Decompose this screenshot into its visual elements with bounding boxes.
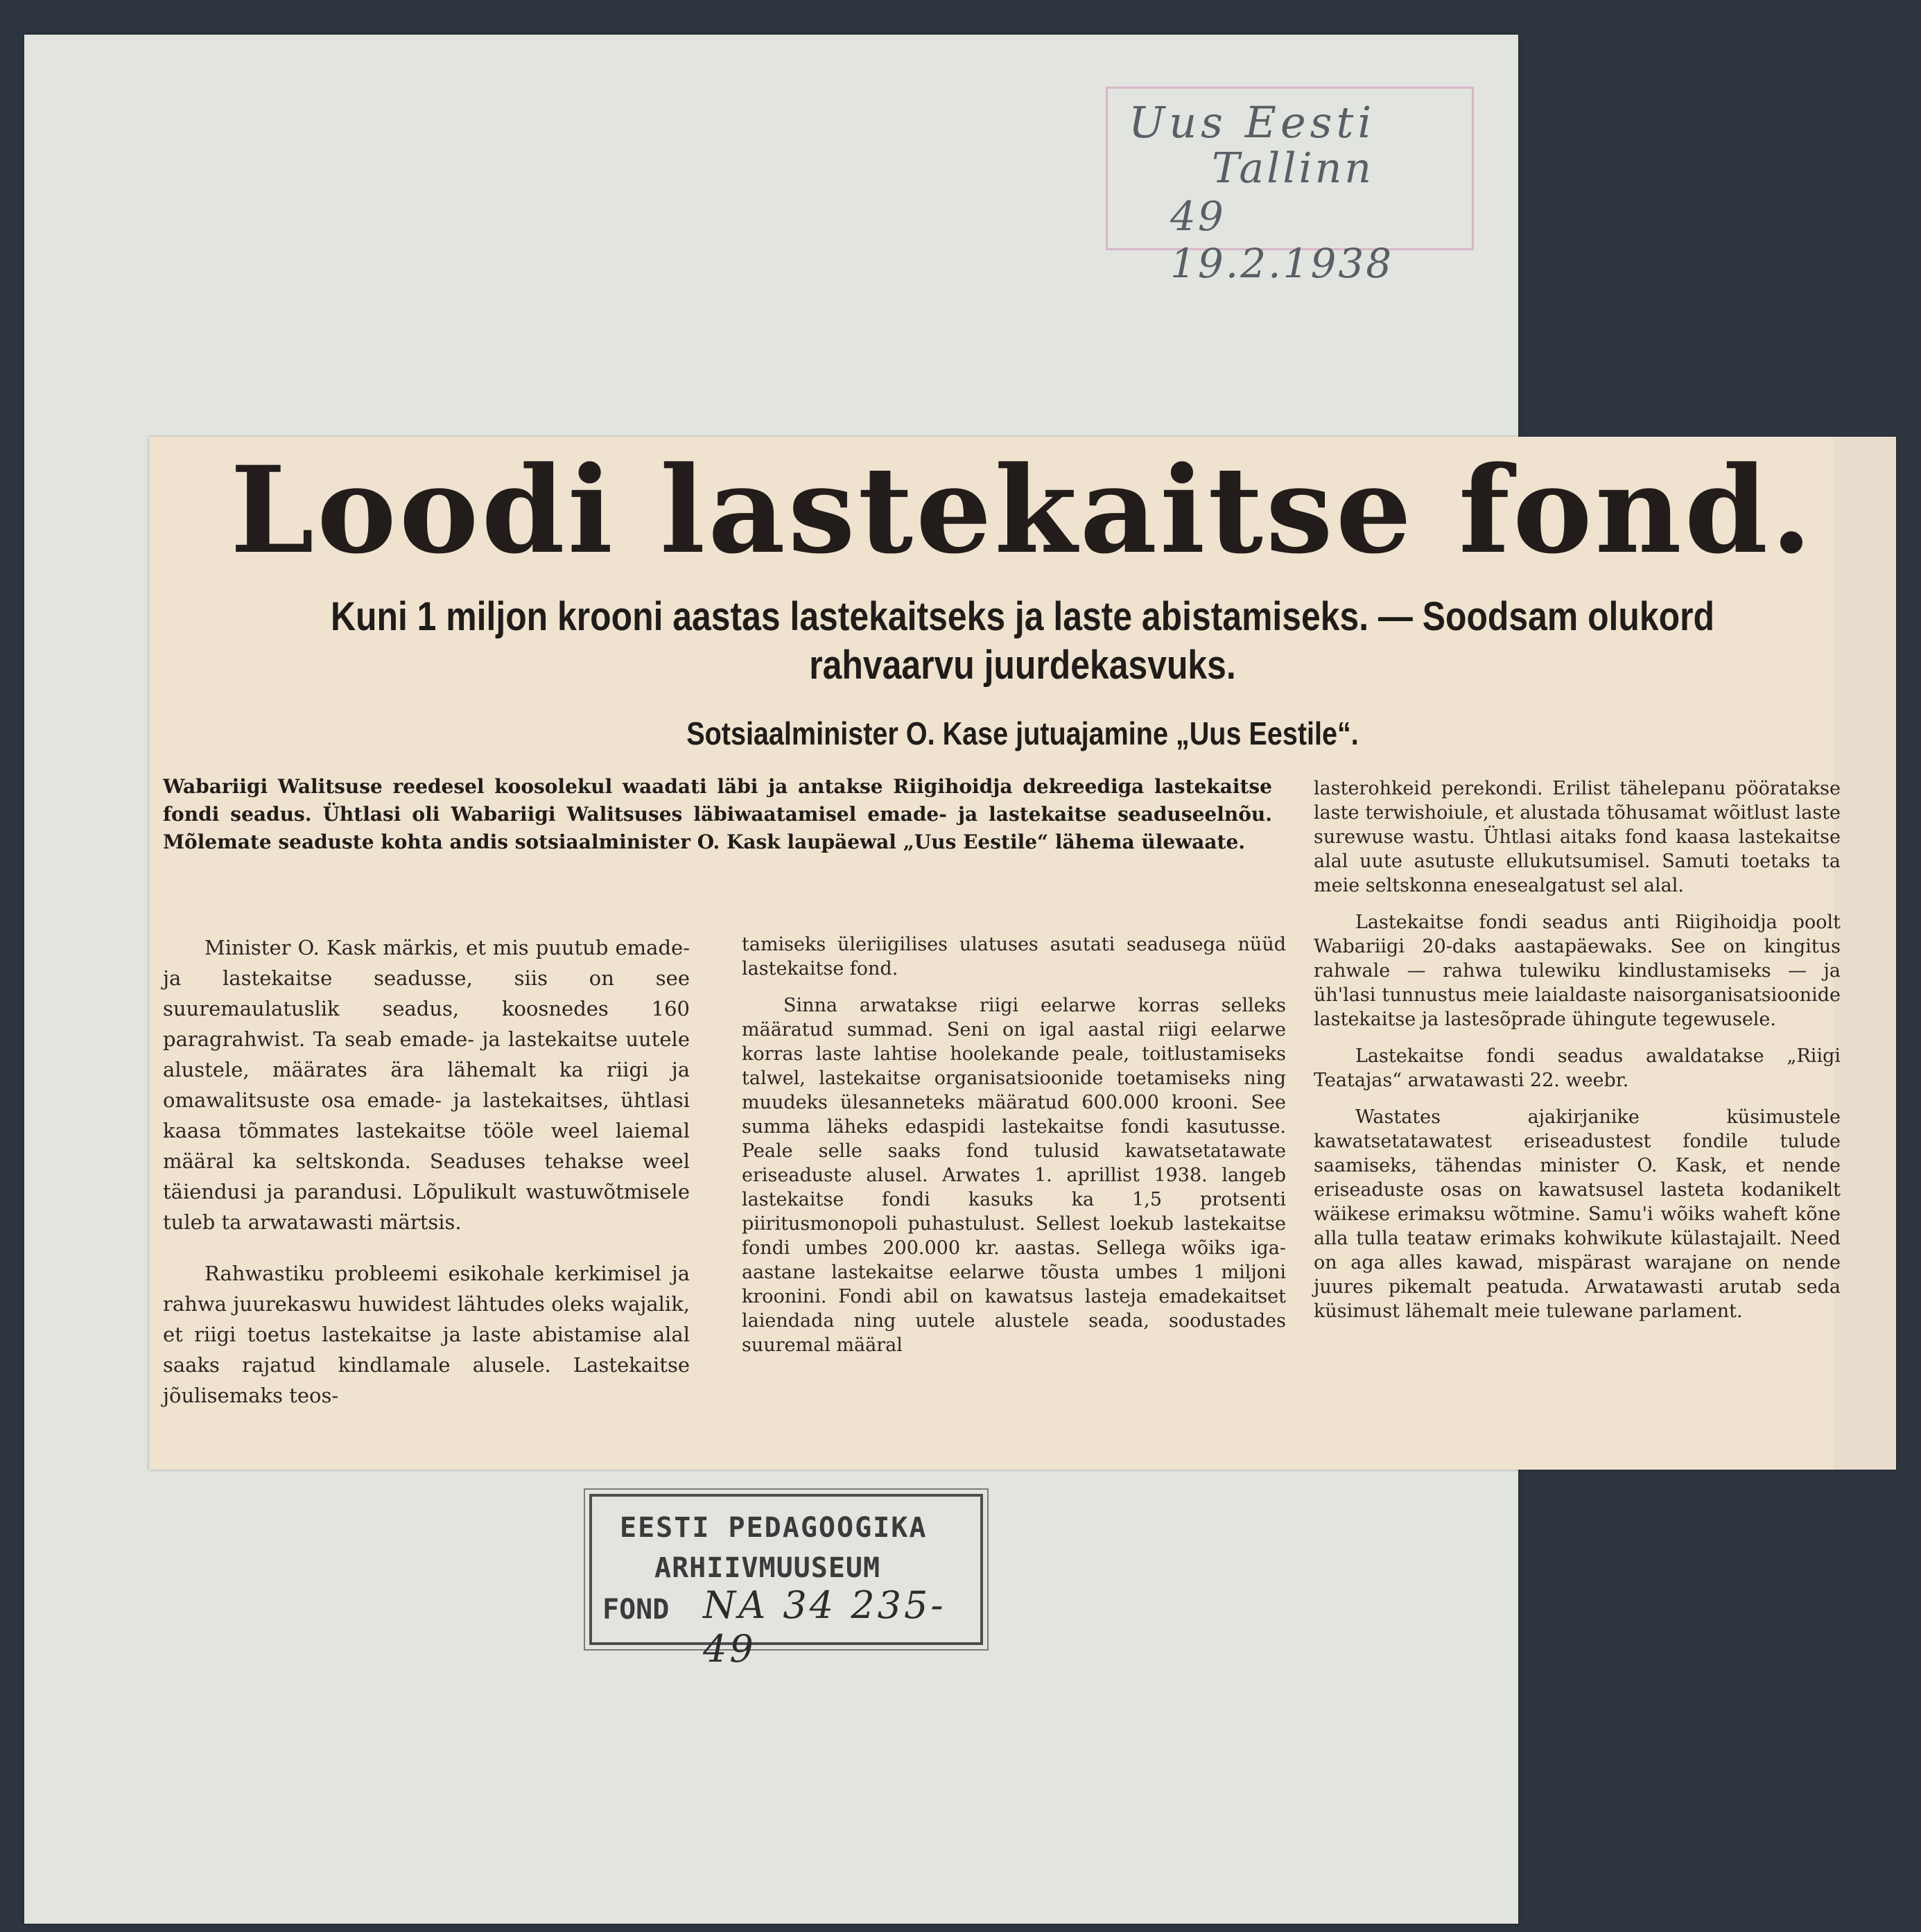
column-1-paragraph: Minister O. Kask märkis, et mis puutub emade- ja lastekaitse seadusse, siis on see suuremaulatuslik seadus, koosnedes 160 paragrahwist. Ta seab emade- ja lastekaitse uutele alustele, määrates ära lähemalt ka riigi ja omawalitsuste osa emade- ja lastekaitses, ühtlasi kaasa tõmmates lastekaitse tööle weel laiemal määral ka seltskonda. Seaduses tehakse weel täiendusi ja parandusi. Lõpulikult wastuwõtmisele tuleb ta arwatawasti märtsis.	[163, 936, 690, 1234]
archive-stamp	[589, 1494, 983, 1671]
handwritten-newspaper-name: Uus Eesti	[1129, 97, 1376, 148]
article-column-3	[1314, 776, 1841, 1336]
article-subheadline-1: Kuni 1 miljon krooni aastas lastekaitseks ja laste abistamiseks. — Soodsam olukord	[331, 594, 1714, 639]
column-3-paragraph: Wastates ajakirjanike küsimustele kawatsetatawatest eriseadustest fondile tulude saamiseks, tähendas minister O. Kask, et nende eriseaduste osas on kawatsusel lasteta kodanikelt wäikese erimaksu wõtmine. Samu'i wõiks waheft kõne alla tulla teataw erimaks kohwikute külastajailt. Need on aga alles kawad, mispärast warajane on nende juures pikemalt peatuda. Arwatawasti arutab seda küsimust lähemalt meie tulewane parlament.	[1314, 1106, 1841, 1322]
clipping-edge	[1834, 437, 1896, 1470]
handwritten-issue-number: 49	[1170, 193, 1226, 240]
column-3-paragraph: Lastekaitse fondi seadus awaldatakse „Riigi Teatajas“ arwatawasti 22. weebr.	[1314, 1045, 1841, 1091]
stamp-fond-label: FOND	[602, 1594, 670, 1626]
handwritten-city: Tallinn	[1212, 144, 1374, 193]
article-column-2	[742, 932, 1286, 1370]
article-byline: Sotsiaalminister O. Kase jutuajamine „Uus Eestile“.	[686, 715, 1359, 751]
article-lead-paragraph: Wabariigi Walitsuse reedesel koosolekul waadati läbi ja antakse Riigihoidja dekreediga lastekaitse fondi seadus. Ühtlasi oli Wabariigi Walitsuses läbiwaatamisel emade- ja lastekaitse seaduseelnõu. Mõlemate seaduste kohta andis sotsiaalminister O. Kask laupäewal „Uus Eestile“ lähema ülewaate.	[163, 775, 1272, 853]
column-2-paragraph: tamiseks üleriigilises ulatuses asutati seadusega nüüd lastekaitse fond.	[742, 934, 1286, 980]
stamp-line-1: EESTI PEDAGOOGIKA	[620, 1512, 928, 1544]
handwritten-source-note	[1106, 87, 1474, 287]
stamp-fond-number: NA 34 235-49	[703, 1583, 946, 1671]
handwritten-issue-line	[1170, 193, 1472, 287]
article-subheadline-2: rahvaarvu juurdekasvuks.	[809, 643, 1236, 688]
column-1-paragraph: Rahwastiku probleemi esikohale kerkimisel ja rahwa juurekaswu huwidest lähtudes oleks wajalik, et riigi toetus lastekaitse ja laste abistamise alal saaks rajatud kindlamale alusele. Lastekaitse jõulisemaks teos-	[163, 1262, 690, 1407]
handwritten-date: 19.2.1938	[1170, 240, 1394, 287]
article-headline: Loodi lastekaitse fond.	[230, 440, 1815, 580]
article-column-1	[163, 932, 690, 1431]
newspaper-clipping	[149, 437, 1896, 1470]
column-3-paragraph: lasterohkeid perekondi. Erilist tähelepanu pööratakse laste terwishoiule, et alustada tõhusamat wõitlust laste surewuse wastu. Ühtlasi aitaks fond kaasa lastekaitse alal uute asutuste ellukutsumisel. Samuti toetaks ta meie seltskonna enesealgatust sel alal.	[1314, 778, 1841, 896]
stamp-line-2: ARHIIVMUUSEUM	[654, 1552, 881, 1584]
column-2-paragraph: Sinna arwatakse riigi eelarwe korras selleks määratud summad. Seni on igal aastal riigi eelarwe korras laste lahtise hoolekande peale, toitlustamiseks talwel, lastekaitse organisatsioonide toetamiseks ning muudeks ülesanneteks määratud 600.000 krooni. See summa läheks edaspidi lastekaitse fondi kasutusse. Peale selle saaks fond tulusid kawatsetatawate eriseaduste alusel. Arwates 1. aprillist 1938. langeb lastekaitse fondi kasuks ka 1,5 protsenti piiritusmonopoli puhastulust. Sellest loekub lastekaitse fondi umbes 200.000 kr. aastas. Sellega wõiks iga-aastane lastekaitse eelarwe tõusta umbes 1 miljoni kroonini. Fondi abil on kawatsus lasteja emadekaitset laiendada ning uutele alustele seada, soodustades suuremal määral	[742, 995, 1286, 1356]
column-3-paragraph: Lastekaitse fondi seadus anti Riigihoidja poolt Wabariigi 20-daks aastapäewaks. See on kingitus rahwale — rahwa tulewiku kindlustamiseks — ja üh'lasi tunnustus meie laialdaste naisorganisatsioonide lastekaitse ja lastesõprade ühingute tegewusele.	[1314, 912, 1841, 1030]
